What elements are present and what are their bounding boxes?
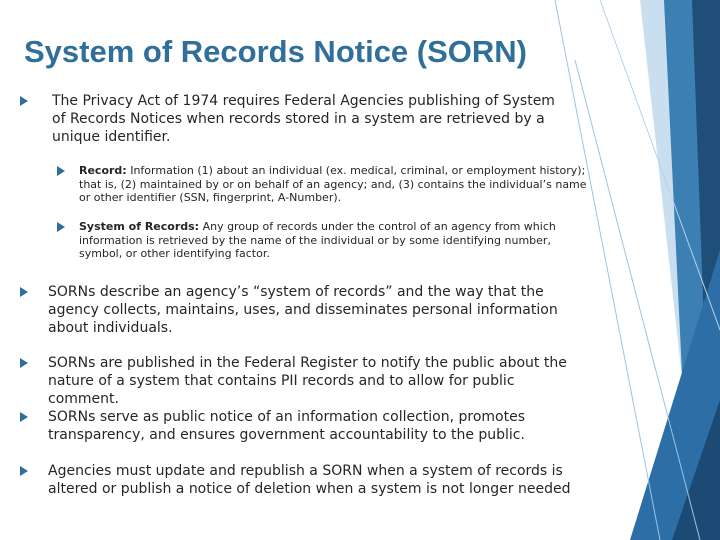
record-label: Record:: [79, 164, 127, 177]
bullet-marker-icon: [20, 287, 28, 297]
system-of-records-label: System of Records:: [79, 220, 200, 233]
system-of-records-definition: Any group of records under the control of an agency from which information is retrieved by the name of the individual or by some identifying number, symbol, or other identifying factor.: [79, 220, 556, 260]
slide-title: System of Records Notice (SORN): [24, 34, 527, 69]
bullet-text: SORNs describe an agency’s “system of records” and the way that the agency collects, maintains, uses, and disseminates personal information about individuals.: [48, 284, 558, 336]
sub-bullet-text: [79, 164, 587, 205]
bullet-marker-icon: [57, 222, 65, 232]
bullet-marker-icon: [20, 412, 28, 422]
deco-line-1: [555, 0, 660, 540]
bullet-marker-icon: [57, 166, 65, 176]
bullet-marker-icon: [20, 358, 28, 368]
bullet-text: SORNs serve as public notice of an information collection, promotes transparency, and ensures government accountability to the public.: [48, 409, 526, 443]
bullet-marker-icon: [20, 466, 28, 476]
sub-bullet-text: [79, 220, 587, 261]
bullet-text: The Privacy Act of 1974 requires Federal Agencies publishing of System of Records Notices when records stored in a system are retrieved by a unique identifier.: [52, 93, 555, 145]
bullet-marker-icon: [20, 96, 28, 106]
bullet-text: SORNs are published in the Federal Register to notify the public about the nature of a system that contains PII records and to allow for public comment.: [48, 355, 567, 407]
bullet-text: Agencies must update and republish a SORN when a system of records is altered or publish a notice of deletion when a system is not longer needed: [48, 463, 571, 497]
record-definition: Information (1) about an individual (ex. medical, criminal, or employment history); that is, (2) maintained by or on behalf of an agency; and, (3) contains the individual’s name or other identifier (SSN, fingerprint, A-Number).: [79, 164, 587, 204]
